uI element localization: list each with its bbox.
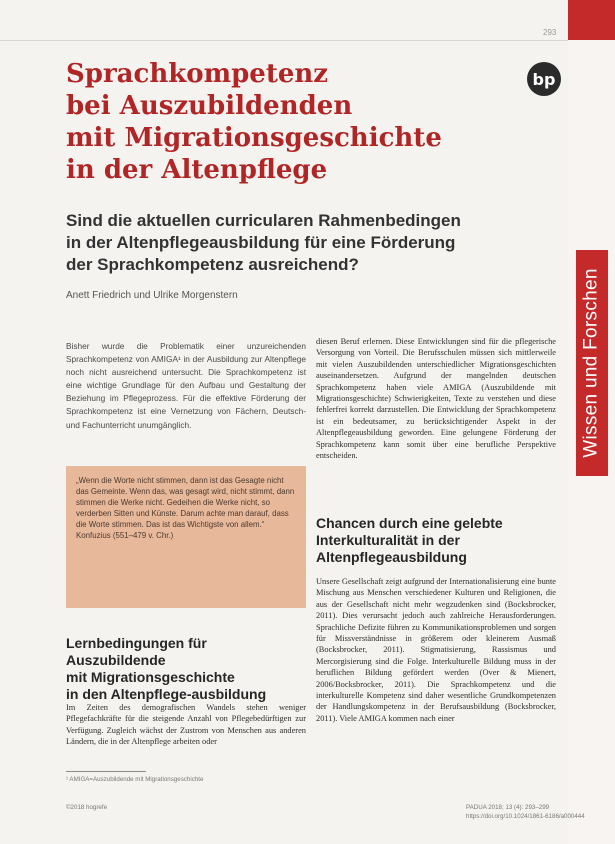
title-line: Sprachkompetenz (66, 59, 329, 89)
heading-line: mit Migrationsgeschichte (66, 669, 235, 685)
heading-line: Lernbedingungen für Auszubildende (66, 635, 207, 668)
heading-line: Altenpflegeausbildung (316, 549, 467, 565)
title-line: bei Auszubildenden (66, 91, 353, 121)
quote-text: „Wenn die Worte nicht stimmen, dann ist das Gesagte nicht das Gemeinte. Wenn das, was gesagt wird, nicht stimmt, dann stimmen die Werke nicht. Gedeihen die Werke nicht, so verderben Sitten und Künste. Darum achte man darauf, dass die Worte stimmen. Das ist das Wichtigste von allem.“ (76, 476, 295, 530)
section-heading-right (316, 515, 556, 566)
authors: Anett Friedrich und Ulrike Morgenstern (66, 290, 238, 301)
section-heading-left (66, 635, 306, 703)
journal-citation: PADUA 2018; 13 (4): 293–299 (466, 804, 550, 811)
article-subtitle (66, 210, 496, 276)
subtitle-line: der Sprachkompetenz ausreichend? (66, 255, 359, 274)
title-line: mit Migrationsgeschichte (66, 123, 442, 153)
intro-paragraph: Bisher wurde die Problematik einer unzureichenden Sprachkompetenz von AMIGA¹ in der Ausbildung zur Altenpflege noch nicht ausreichend untersucht. Die Sprachkompetenz ist eine wichtige Grundlage für den Aufbau und Gestaltung der Beziehung im Pflegeprozess. Für die effektive Förderung der Sprachkompetenz ist eine Vernetzung von Fächern, Deutsch- und Fachunterricht unumgänglich. (66, 341, 306, 430)
section-tab-top (568, 0, 615, 40)
header-rule (0, 40, 570, 41)
footer-citation (466, 804, 585, 821)
heading-line: Chancen durch eine gelebte (316, 515, 503, 531)
footnote: ¹ AMIGA=Auszubildende mit Migrationsgeschichte (66, 776, 204, 783)
body-paragraph-right-top: diesen Beruf erlernen. Diese Entwicklungen sind für die pflegerische Versorgung von Vorteil. Die Berufsschulen müssen sich mittlerweile mit vielen Auszubildenden unterschiedlicher Migrationsgeschichten auseinandersetzen. Aufgrund der mangelnden deutschen Sprachkompetenz haben viele AMIGA (Auszubildende mit Migrationsgeschichte) Schwierigkeiten, Texte zu verstehen und diese fehlerfrei korrekt darzustellen. Die Entwicklung der Sprachkompetenz ist ein bedeutsamer, zu berücksichtigender Aspekt in der Altenpflegeausbildung geworden. Eine gelungene Förderung der Sprachkompetenz kann somit über eine berufliche Perspektive entscheiden. (316, 337, 556, 461)
quote-source: Konfuzius (551–479 v. Chr.) (76, 531, 174, 541)
doi-link[interactable]: https://doi.org/10.1024/1861-6186/a000444 (466, 812, 585, 820)
article-title (66, 58, 486, 186)
body-paragraph-left: Im Zeiten des demografischen Wandels stehen weniger Pflegefachkräfte für die steigende Anzahl von Pflegebedürftigen zur Verfügung. Zugleich wächst der Zustrom von Menschen aus anderen Ländern, die in der Altenpflege arbeiten oder (66, 703, 306, 747)
heading-line: Interkulturalität in der (316, 532, 460, 548)
section-tab (576, 250, 608, 476)
section-side-band (568, 0, 615, 844)
quote-box (66, 466, 306, 608)
publisher-logo-icon: bp (527, 62, 561, 96)
subtitle-line: Sind die aktuellen curricularen Rahmenbedingen (66, 211, 461, 230)
section-label: Wissen und Forschen (581, 268, 603, 458)
heading-line: in den Altenpflege-ausbildung (66, 686, 267, 702)
subtitle-line: in der Altenpflegeausbildung für eine Förderung (66, 233, 456, 252)
title-line: in der Altenpflege (66, 155, 328, 185)
body-paragraph-right: Unsere Gesellschaft zeigt aufgrund der Internationalisierung eine bunte Mischung aus Menschen verschiedener Kulturen und Religionen, die aus der Gesellschaft nicht mehr wegzudenken sind (Bocksbrocker, 2011). Dies verursacht jedoch auch zahlreiche Herausforderungen. Sprachliche Defizite führen zu Kommunikationsproblemen und sorgen für Missverständnisse in größerem oder kleinerem Ausmaß (Bocksbrocker, 2011). Stigmatisierung, Rassismus und Mercorgisierung sind die Folge. Interkulturelle Bildung muss in der beruflichen Bildung gefördert werden (Over & Mienert, 2006/Bocksbrocker, 2011). Die Sprachkompetenz und die interkulturelle Kompetenz sind daher wesentliche Grundkompetenzen der Handlungskompetenz in der Berufsausbildung (Bocksbrocker, 2011). Viele AMIGA kommen nach einer (316, 577, 556, 723)
footer-copyright: ©2018 hogrefe (66, 804, 108, 811)
page-number: 293 (543, 28, 557, 37)
footnote-rule (66, 771, 146, 772)
